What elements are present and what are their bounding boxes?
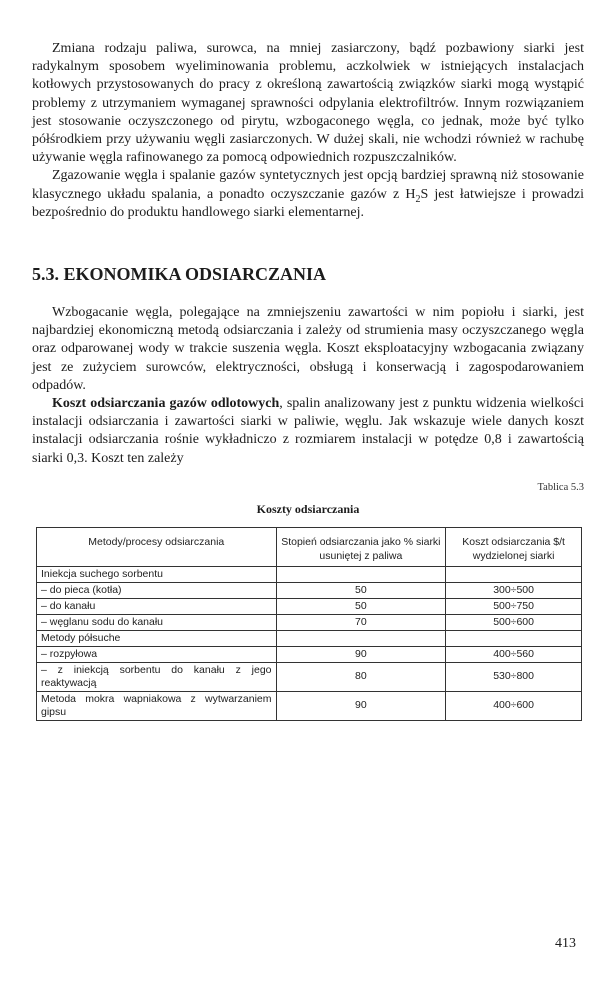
cell-cost: 500÷600 (446, 614, 582, 630)
cell-cost: 400÷600 (446, 691, 582, 720)
header-degree: Stopień odsiarczania jako % siarki usuniętej z paliwa (276, 527, 446, 566)
paragraph-coal-enrichment: Wzbogacanie węgla, polegające na zmniejszeniu zawartości w nim popiołu i siarki, jest najbardziej ekonomiczną metodą odsiarczania i zależy od strumienia masy oczyszczanego węgla oraz odparowanej wody w trakcie suszenia węgla. Koszt eksploatacyjny wzbogacania związany jest ze zużyciem surowców, elektryczności, obsługą i konserwacją i zagospodarowaniem odpadów. (32, 305, 584, 393)
table-reference: Tablica 5.3 (537, 481, 584, 493)
section-heading: 5.3. EKONOMIKA ODSIARCZANIA (32, 264, 327, 285)
paragraph-flue-gas-cost-text: , spalin analizowany jest z punktu widzenia wielkości instalacji odsiarczania i zawartości siarki w paliwie, węglu. Jak wskazuje wiele danych koszt instalacji odsiarczania rośnie wykładniczo z rozmiarem instalacji w potędze 0,8 i zawartością siarki 0,3. Koszt ten zależy (32, 396, 584, 466)
bold-term: Koszt odsiarczania gazów odlotowych (52, 396, 280, 412)
paragraph-fuel-change: Zmiana rodzaju paliwa, surowca, na mniej zasiarczony, bądź pozbawiony siarki jest radykalnym sposobem wyeliminowania problemu, aczkolwiek w istniejących instalacjach kotłowych przystosowanych do pracy z określoną zawartością związków siarki mogą wystąpić problemy z utrzymaniem wymaganej sprawności odpylania elektrofiltrów. Innym rozwiązaniem jest stosowanie oczyszczonego od pirytu, wzbogaconego węgla, co jednak, może być tylko półśrodkiem przy używaniu węgli zasiarczonych. W dużej skali, nie wchodzi również w rachubę używanie węgla rafinowanego za pomocą odpowiednich rozpuszczalników. (32, 41, 584, 166)
cell-cost (446, 630, 582, 646)
table-row (37, 566, 582, 582)
cell-degree: 50 (276, 598, 446, 614)
page-content (32, 40, 584, 721)
header-methods: Metody/procesy odsiarczania (37, 527, 277, 566)
cell-degree: 70 (276, 614, 446, 630)
cell-cost: 300÷500 (446, 582, 582, 598)
table-row (37, 614, 582, 630)
table-row (37, 598, 582, 614)
cell-degree: 50 (276, 582, 446, 598)
table-row (37, 691, 582, 720)
cell-degree: 90 (276, 646, 446, 662)
cell-method: – do kanału (37, 598, 277, 614)
cell-cost: 500÷750 (446, 598, 582, 614)
header-cost: Koszt odsiarczania $/t wydzielonej siarki (446, 527, 582, 566)
cell-cost (446, 566, 582, 582)
desulfurization-cost-table (36, 527, 582, 721)
paragraph-gasification (32, 167, 584, 222)
cell-degree (276, 630, 446, 646)
cell-cost: 400÷560 (446, 646, 582, 662)
cell-method: Metody półsuche (37, 630, 277, 646)
paragraph-flue-gas-cost (32, 395, 584, 468)
paragraph-gasification-text-a: Zgazowanie węgla i spalanie gazów syntetycznych jest opcją bardziej sprawną niż stosowanie klasycznego układu spalania, a ponadto oczyszczanie gazów z H (32, 168, 584, 202)
table-row (37, 582, 582, 598)
table-title: Koszty odsiarczania (256, 501, 360, 516)
cell-method: – węglanu sodu do kanału (37, 614, 277, 630)
cell-method: – z iniekcją sorbentu do kanału z jego reaktywacją (37, 662, 277, 691)
cell-degree: 80 (276, 662, 446, 691)
table-header-row (37, 527, 582, 566)
h2s-subscript: 2 (415, 193, 421, 205)
cell-degree (276, 566, 446, 582)
cell-cost: 530÷800 (446, 662, 582, 691)
table-row (37, 662, 582, 691)
cell-method: Iniekcja suchego sorbentu (37, 566, 277, 582)
cell-method: – do pieca (kotła) (37, 582, 277, 598)
table-row (37, 630, 582, 646)
table-row (37, 646, 582, 662)
page-number: 413 (555, 936, 576, 951)
cell-degree: 90 (276, 691, 446, 720)
cell-method: – rozpyłowa (37, 646, 277, 662)
paragraph-gasification-text-b: S jest łatwiejsze i prowadzi bezpośrednio do produktu handlowego siarki elementarnej. (32, 186, 584, 220)
cell-method: Metoda mokra wapniakowa z wytwarzaniem gipsu (37, 691, 277, 720)
